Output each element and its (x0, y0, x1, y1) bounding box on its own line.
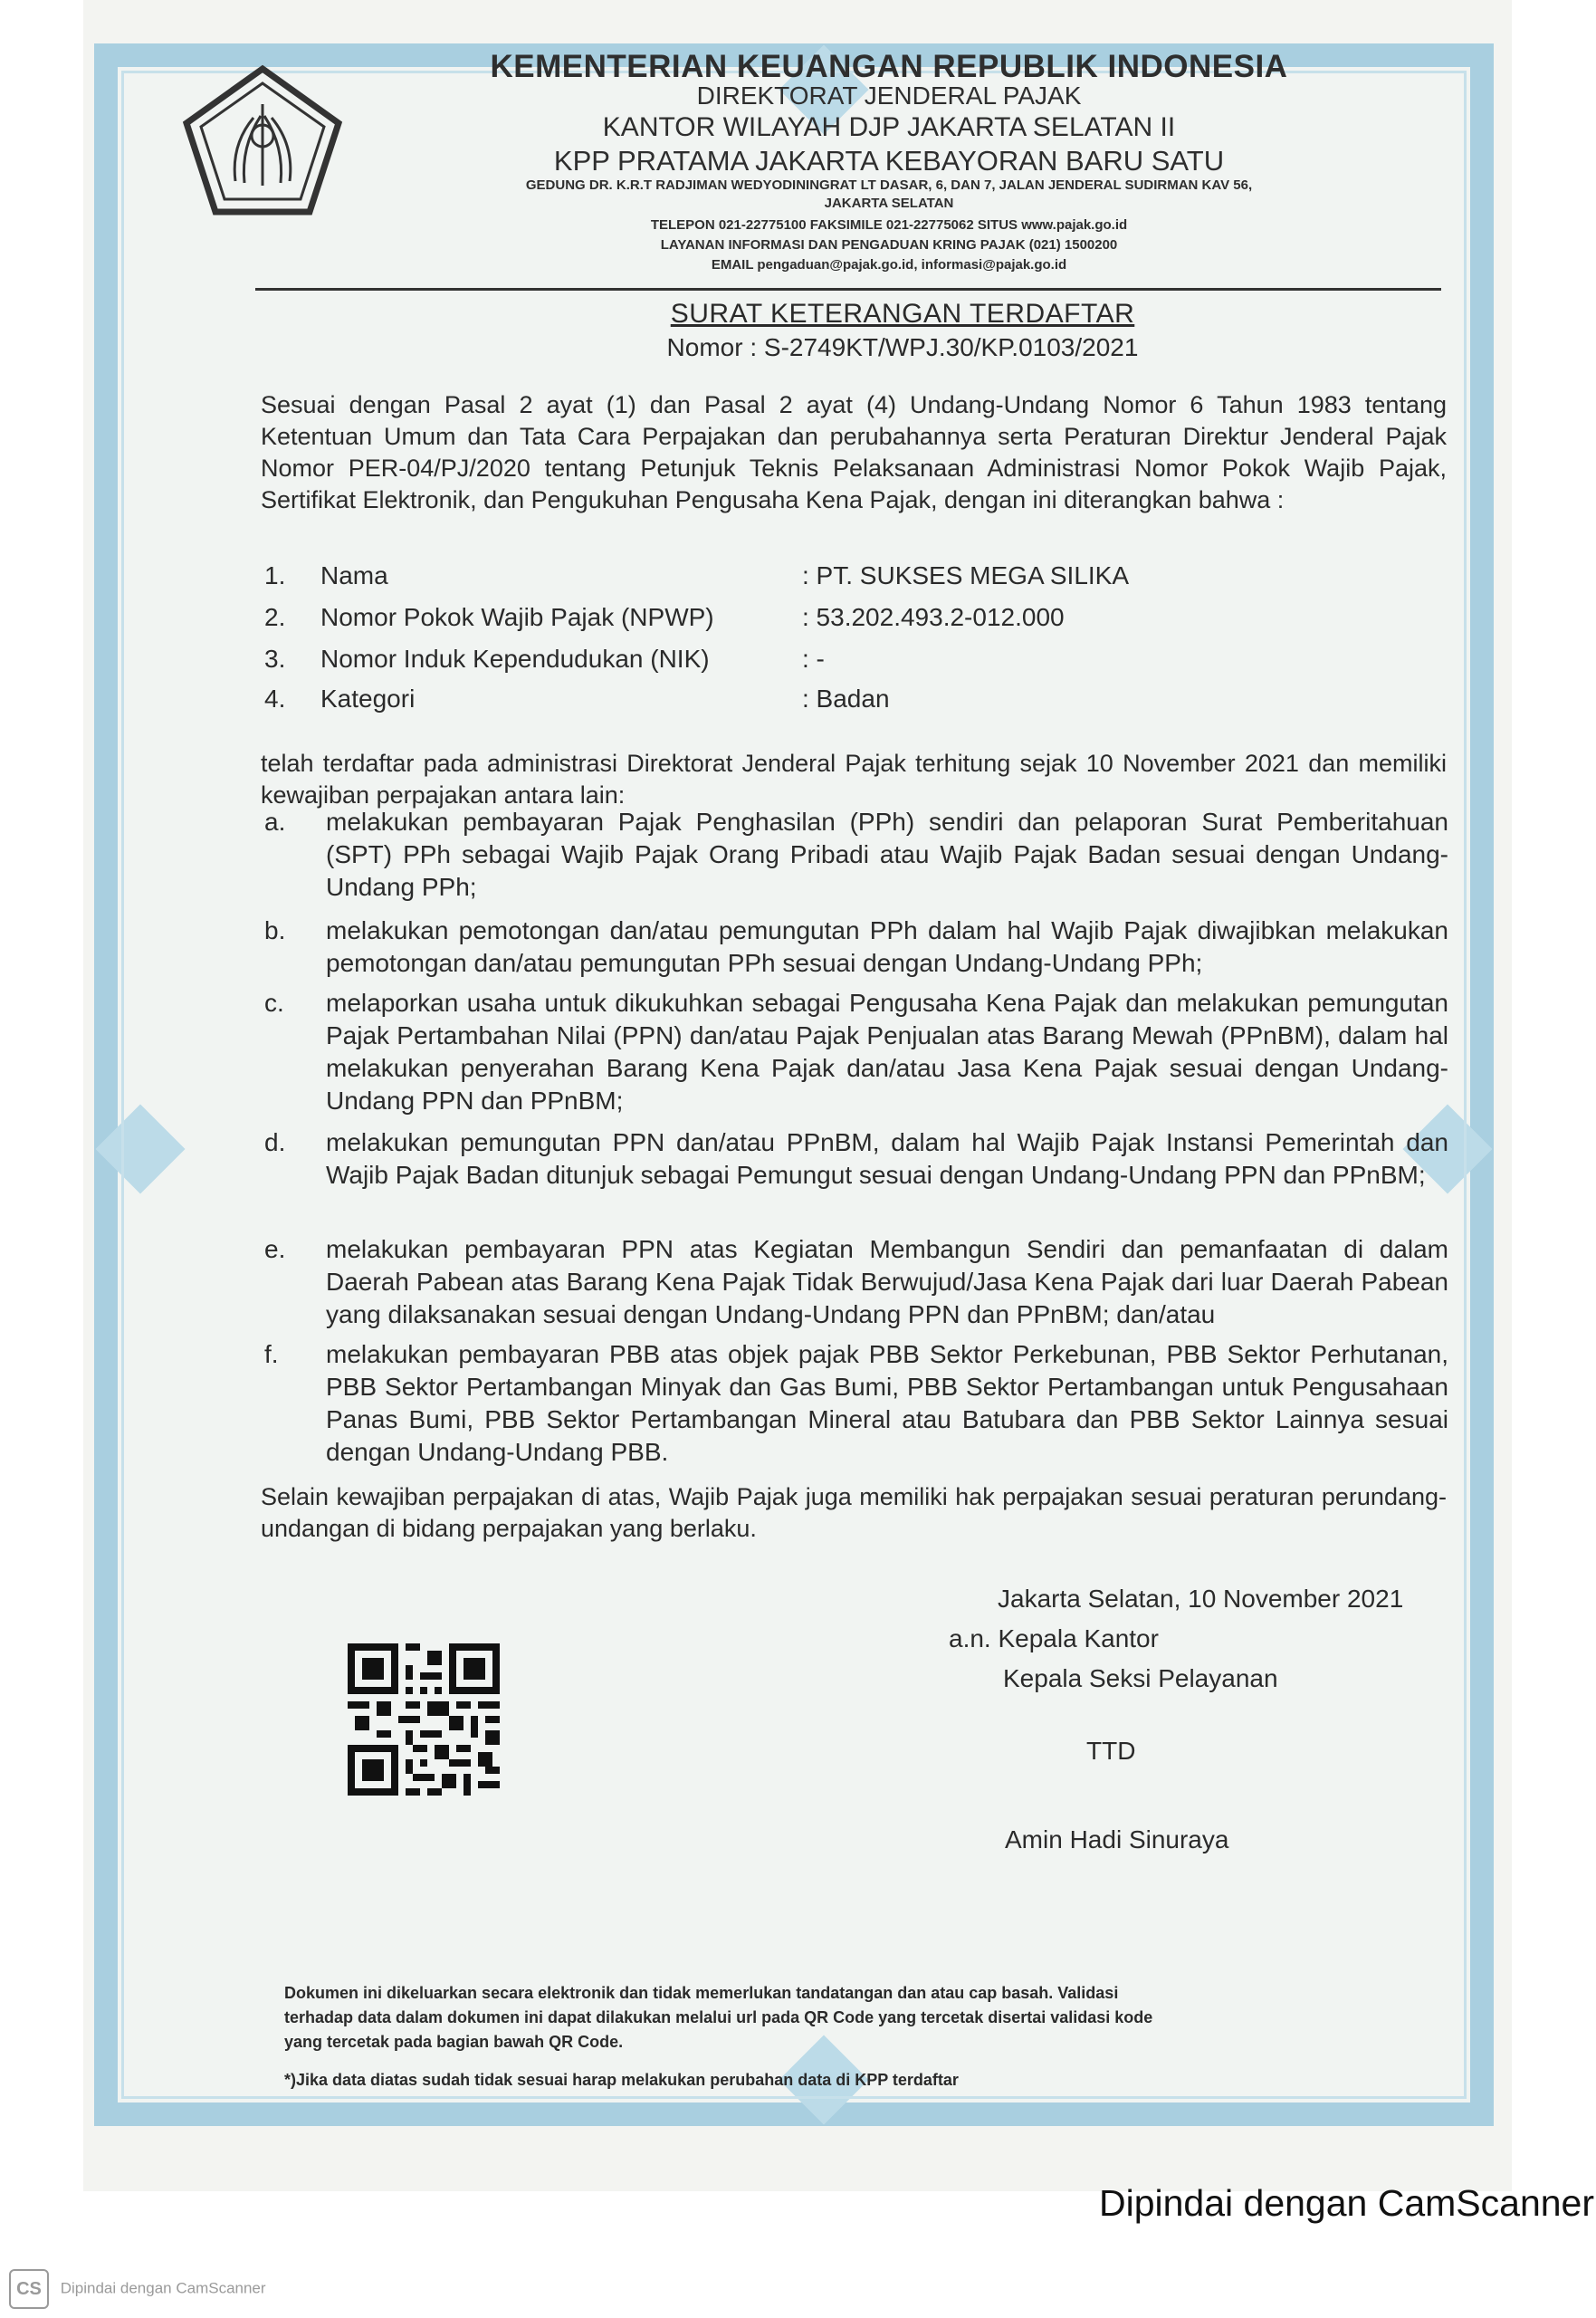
field-label: Kategori (320, 685, 416, 713)
header-divider (255, 288, 1441, 291)
item-letter: c. (264, 989, 284, 1017)
electronic-document-note: Dokumen ini dikeluarkan secara elektronik dan tidak memerlukan tandatangan dan atau cap basah. Validasi terhadap data dalam dokumen ini dapat dilakukan melalui url pada QR Code yang tercetak disertai validasi kode yang tercetak pada bagian bawah QR Code. (284, 1984, 1153, 2051)
field-row (261, 561, 1447, 596)
intro-paragraph: Sesuai dengan Pasal 2 ayat (1) dan Pasal 2 ayat (4) Undang-Undang Nomor 6 Tahun 1983 tentang Ketentuan Umum dan Tata Cara Perpajakan dan perubahannya serta Peraturan Direktur Jenderal Pajak Nomor PER-04/PJ/2020 tentang Petunjuk Teknis Pelaksanaan Administrasi Nomor Pokok Wajib Pajak, Sertifikat Elektronik, dan Pengukuhan Pengusaha Kena Pajak, dengan ini diterangkan bahwa : (261, 391, 1447, 513)
office-city: JAKARTA SELATAN (824, 196, 954, 211)
signer-name: Amin Hadi Sinuraya (1005, 1825, 1229, 1853)
camscanner-small-text: Dipindai dengan CamScanner (60, 2279, 266, 2297)
field-number: 2. (264, 603, 286, 631)
item-text: melaporkan usaha untuk dikukuhkan sebagai Pengusaha Kena Pajak dan melakukan pemungutan Pajak Pertambahan Nilai (PPN) dan/atau Pajak Penjualan atas Barang Mewah (PPnBM), dalam hal melakukan penyerahan Barang Kena Pajak dan/atau Jasa Kena Pajak sesuai dengan Undang-Undang PPN dan PPnBM; (326, 989, 1448, 1115)
item-text: melakukan pembayaran Pajak Penghasilan (PPh) sendiri dan pelaporan Surat Pemberitahuan (SPT) PPh sebagai Wajib Pajak Orang Pribadi atau Wajib Pajak Badan sesuai dengan Undang-Undang PPh; (326, 808, 1448, 901)
border-ornament (96, 1105, 186, 1194)
field-number: 1. (264, 561, 286, 589)
field-label: Nama (320, 561, 388, 589)
ministry-name: KEMENTERIAN KEUANGAN REPUBLIK INDONESIA (490, 49, 1288, 84)
office-email: EMAIL pengaduan@pajak.go.id, informasi@pajak.go.id (711, 257, 1067, 273)
field-row (261, 603, 1447, 637)
camscanner-watermark: Dipindai dengan CamScanner (1098, 2182, 1594, 2224)
field-value: : PT. SUKSES MEGA SILIKA (802, 561, 1130, 589)
office-address: GEDUNG DR. K.R.T RADJIMAN WEDYODININGRAT LT DASAR, 6, DAN 7, JALAN JENDERAL SUDIRMAN KAV 56, (525, 177, 1253, 193)
ministry-logo-icon (181, 63, 344, 217)
document-number: Nomor : S-2749KT/WPJ.30/KP.0103/2021 (666, 333, 1139, 361)
item-text: melakukan pemungutan PPN dan/atau PPnBM, dalam hal Wajib Pajak Instansi Pemerintah dan Wajib Pajak Badan ditunjuk sebagai Pemungut sesuai dengan Undang-Undang PPN dan PPnBM; (326, 1128, 1448, 1189)
item-letter: f. (264, 1340, 279, 1368)
item-letter: a. (264, 808, 286, 836)
item-letter: d. (264, 1128, 286, 1156)
field-number: 3. (264, 645, 286, 673)
item-letter: b. (264, 916, 286, 944)
field-row (261, 685, 1447, 719)
field-value: : Badan (802, 685, 890, 713)
field-label: Nomor Pokok Wajib Pajak (NPWP) (320, 603, 714, 631)
document-paper (83, 0, 1512, 2191)
closing-paragraph: Selain kewajiban perpajakan di atas, Wajib Pajak juga memiliki hak perpajakan sesuai peraturan perundang-undangan di bidang perpajakan yang berlaku. (261, 1483, 1447, 1542)
camscanner-icon: CS (9, 2269, 49, 2309)
document-title: SURAT KETERANGAN TERDAFTAR (670, 299, 1135, 329)
item-text: melakukan pembayaran PPN atas Kegiatan Membangun Sendiri dan pemanfaatan di dalam Daerah Pabean atas Barang Kena Pajak Tidak Berwujud/Jasa Kena Pajak dari luar Daerah Pabean yang dilaksanakan sesuai dengan Undang-Undang PPN dan PPnBM; dan/atau (326, 1235, 1448, 1328)
camscanner-footer (9, 2269, 266, 2309)
registration-paragraph: telah terdaftar pada administrasi Direktorat Jenderal Pajak terhitung sejak 10 November 2021 dan memiliki kewajiban perpajakan antara lain: (261, 750, 1447, 809)
signature-mark: TTD (1086, 1737, 1136, 1765)
place-date: Jakarta Selatan, 10 November 2021 (998, 1585, 1404, 1613)
field-row (261, 645, 1447, 679)
tax-office: KPP PRATAMA JAKARTA KEBAYORAN BARU SATU (553, 145, 1225, 177)
on-behalf-of: a.n. Kepala Kantor (949, 1624, 1159, 1652)
regional-office: KANTOR WILAYAH DJP JAKARTA SELATAN II (602, 112, 1176, 142)
office-service-line: LAYANAN INFORMASI DAN PENGADUAN KRING PAJAK (021) 1500200 (660, 237, 1118, 253)
qr-code-icon[interactable] (348, 1641, 500, 1798)
signer-position: Kepala Seksi Pelayanan (1003, 1664, 1278, 1692)
field-label: Nomor Induk Kependudukan (NIK) (320, 645, 710, 673)
item-text: melakukan pemotongan dan/atau pemungutan PPh dalam hal Wajib Pajak diwajibkan melakukan pemotongan dan/atau pemungutan PPh sesuai dengan Undang-Undang PPh; (326, 916, 1448, 977)
item-letter: e. (264, 1235, 286, 1263)
directorate-name: DIREKTORAT JENDERAL PAJAK (696, 81, 1082, 110)
field-number: 4. (264, 685, 286, 713)
field-value: : 53.202.493.2-012.000 (802, 603, 1065, 631)
field-value: : - (802, 645, 825, 673)
data-update-note: *)Jika data diatas sudah tidak sesuai harap melakukan perubahan data di KPP terdaftar (284, 2071, 959, 2089)
office-phone: TELEPON 021-22775100 FAKSIMILE 021-22775062 SITUS www.pajak.go.id (650, 217, 1128, 233)
item-text: melakukan pembayaran PBB atas objek pajak PBB Sektor Perkebunan, PBB Sektor Perhutanan, PBB Sektor Pertambangan Minyak dan Gas Bumi, PBB Sektor Pertambangan untuk Pengusahaan Panas Bumi, PBB Sektor Pertambangan Mineral atau Batubara dan PBB Sektor Lainnya sesuai dengan Undang-Undang PBB. (326, 1340, 1448, 1466)
